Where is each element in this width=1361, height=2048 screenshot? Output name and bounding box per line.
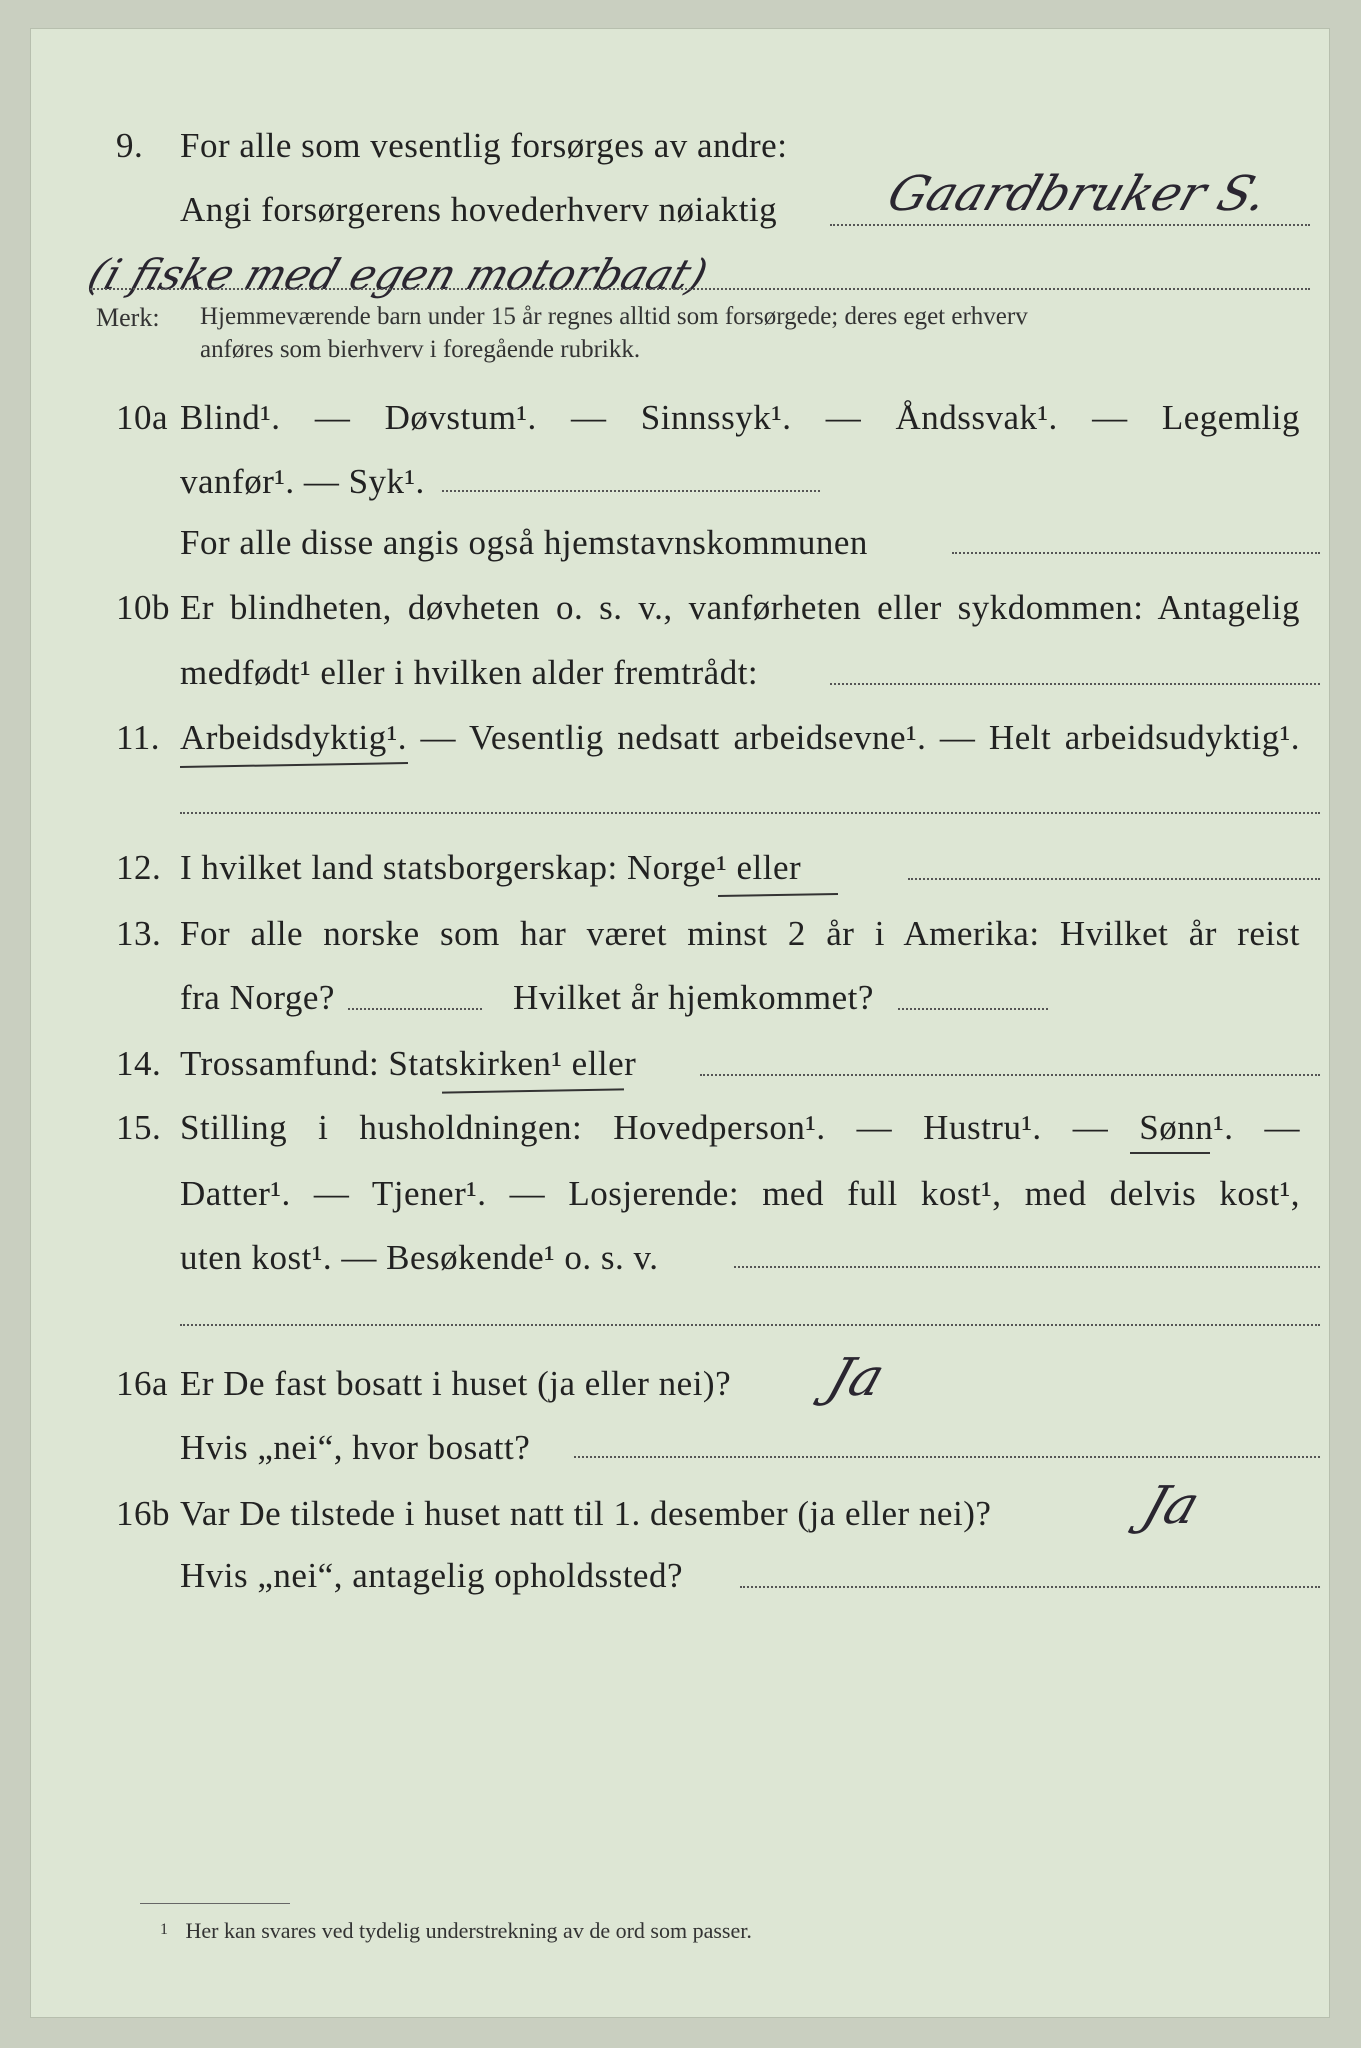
q16b-question-2: Hvis „nei“, antagelig opholdssted? — [180, 1556, 683, 1595]
q11-number: 11. — [116, 718, 160, 757]
q9-answer-handwritten-2: (i fiske med egen motorbaat) — [82, 250, 714, 299]
q9-answer-handwritten: Gaardbruker S. — [880, 166, 1276, 222]
footnote-rule — [140, 1903, 290, 1904]
q15-options-2: Datter¹. — Tjener¹. — Losjerende: med full kost¹, med delvis kost¹, — [180, 1174, 1300, 1213]
merk-text-2: anføres som bierhverv i foregående rubrikk. — [200, 336, 641, 363]
q15-options: Stilling i husholdningen: Hovedperson¹. — Hustru¹. — Sønn¹. — — [180, 1108, 1300, 1147]
q16b-answer-line — [740, 1586, 1320, 1588]
q15-number: 15. — [116, 1108, 162, 1147]
census-form-page — [30, 28, 1330, 2018]
q15-options-3: uten kost¹. — Besøkende¹ o. s. v. — [180, 1238, 659, 1277]
q15-answer-line-2 — [180, 1324, 1320, 1326]
q10a-options-2: vanfør¹. — Syk¹. — [180, 462, 425, 501]
q11-options: Arbeidsdyktig¹. — Vesentlig nedsatt arbeidsevne¹. — Helt arbeidsudyktig¹. — [180, 718, 1300, 757]
footnote — [160, 1918, 752, 1944]
q12-underline-mark — [718, 893, 838, 897]
q16b-number: 16b — [116, 1494, 170, 1533]
q10b-question-2: medfødt¹ eller i hvilken alder fremtrådt: — [180, 653, 759, 692]
q11-underline-mark — [180, 762, 408, 768]
q12-number: 12. — [116, 848, 162, 887]
q10a-options: Blind¹. — Døvstum¹. — Sinnssyk¹. — Åndssvak¹. — Legemlig — [180, 398, 1300, 437]
q12-question: I hvilket land statsborgerskap: Norge¹ eller — [180, 848, 802, 887]
q16a-question-2: Hvis „nei“, hvor bosatt? — [180, 1428, 531, 1467]
q10a-municipality-line — [952, 552, 1320, 554]
q9-answer-line-2 — [90, 288, 1310, 290]
q13-number: 13. — [116, 914, 162, 953]
q9-number: 9. — [116, 126, 144, 165]
q10a-home-municipality: For alle disse angis også hjemstavnskommunen — [180, 523, 868, 562]
q13-question: For alle norske som har været minst 2 år i Amerika: Hvilket år reist — [180, 914, 1300, 953]
q10b-number: 10b — [116, 588, 170, 627]
q16b-question: Var De tilstede i huset natt til 1. desember (ja eller nei)? — [180, 1494, 992, 1533]
merk-text-1: Hjemmeværende barn under 15 år regnes alltid som forsørgede; deres eget erhverv — [200, 303, 1028, 330]
q15-answer-line — [734, 1266, 1320, 1268]
q13-left-line — [348, 1008, 482, 1010]
q13-left-label: fra Norge? — [180, 978, 335, 1017]
footnote-mark: 1 — [160, 1921, 168, 1938]
q9-question: For alle som vesentlig forsørges av andre: — [180, 126, 788, 165]
q10a-sick-line — [442, 490, 820, 492]
footnote-text: Her kan svares ved tydelig understrekning av de ord som passer. — [185, 1918, 752, 1943]
q14-question: Trossamfund: Statskirken¹ eller — [180, 1044, 637, 1083]
q16a-number: 16a — [116, 1364, 169, 1403]
q16a-question: Er De fast bosatt i huset (ja eller nei)? — [180, 1364, 732, 1403]
merk-label: Merk: — [96, 303, 160, 332]
q13-right-line — [898, 1008, 1048, 1010]
q10a-number: 10a — [116, 398, 169, 437]
q16b-answer-handwritten: Ja — [1135, 1476, 1207, 1536]
q9-answer-line — [830, 224, 1310, 226]
q13-right-label: Hvilket år hjemkommet? — [513, 978, 874, 1017]
q16a-answer-handwritten: Ja — [820, 1348, 892, 1408]
q14-answer-line — [700, 1074, 1320, 1076]
q14-number: 14. — [116, 1044, 162, 1083]
q14-underline-mark — [442, 1088, 624, 1093]
q11-answer-line — [180, 812, 1320, 814]
q16a-answer-line — [574, 1456, 1320, 1458]
q10b-answer-line — [830, 683, 1320, 685]
q9-provider-label: Angi forsørgerens hovederhverv nøiaktig — [180, 190, 778, 229]
q12-answer-line — [908, 878, 1320, 880]
q10b-question: Er blindheten, døvheten o. s. v., vanførheten eller sykdommen: Antagelig — [180, 588, 1300, 627]
q15-underline-mark — [1130, 1152, 1210, 1154]
